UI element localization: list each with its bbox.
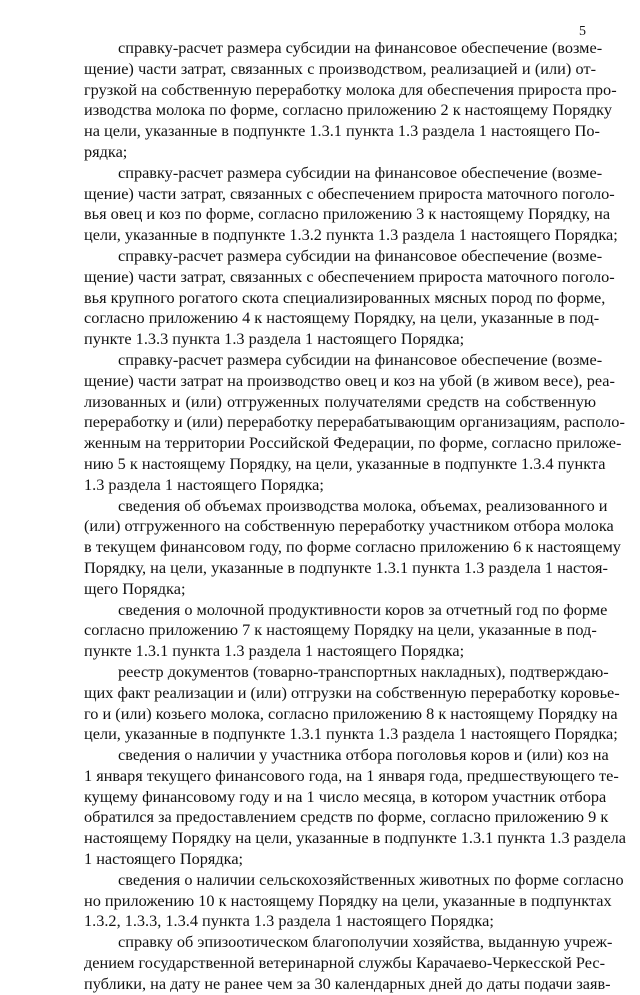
text-line: обратился за предоставлением средств по форме, согласно приложению 9 к (84, 807, 609, 827)
text-line: го и (или) козьего молока, согласно приложению 8 к настоящему Порядку на (84, 703, 618, 723)
paragraph (84, 661, 620, 745)
text-line: дением государственной ветеринарной службы Карачаево-Черкесской Рес- (84, 953, 606, 973)
paragraph (84, 38, 617, 163)
text-line: щих факт реализации и (или) отгрузки на собственную переработку коровье- (84, 682, 620, 702)
text-line: пункте 1.3.3 пункта 1.3 раздела 1 настоящего Порядка; (84, 329, 465, 349)
text-line: кущему финансовому году и на 1 число месяца, в котором участник отбора (84, 786, 607, 806)
text-line: щение) части затрат, связанных с производством, реализацией и (или) от- (84, 58, 596, 78)
text-line: цели, указанные в подпункте 1.3.1 пункта 1.3 раздела 1 настоящего Порядка; (84, 724, 618, 744)
text-line: справку-расчет размера субсидии на финансовое обеспечение (возме- (118, 245, 603, 265)
text-line: (или) отгруженного на собственную переработку участником отбора молока (84, 516, 614, 536)
text-line: публики, на дату не ранее чем за 30 календарных дней до даты подачи заяв- (84, 973, 611, 993)
text-line: вья крупного рогатого скота специализированных мясных пород по форме, (84, 287, 606, 307)
text-line: сведения о молочной продуктивности коров за отчетный год по форме (118, 599, 608, 619)
text-line: справку об эпизоотическом благополучии хозяйства, выданную учреж- (118, 932, 613, 952)
text-line: согласно приложению 4 к настоящему Порядку, на цели, указанные в под- (84, 308, 600, 328)
text-line: 1 настоящего Порядка; (84, 849, 244, 869)
paragraph (84, 349, 625, 496)
text-line: Порядку, на цели, указанные в подпункте 1.3.1 пункта 1.3 раздела 1 настоя- (84, 557, 608, 577)
paragraph (84, 599, 608, 662)
paragraph (84, 245, 615, 350)
text-line: переработку и (или) переработку перерабатывающим организациям, располо- (84, 412, 625, 432)
text-line: сведения о наличии сельскохозяйственных животных по форме согласно (118, 869, 624, 889)
text-line: в текущем финансовом году, по форме согласно приложению 6 к настоящему (84, 537, 621, 557)
text-line: согласно приложению 7 к настоящему Порядку на цели, указанные в под- (84, 620, 597, 640)
text-line: но приложению 10 к настоящему Порядку на цели, указанные в подпунктах (84, 890, 612, 910)
text-line: 1.3.2, 1.3.3, 1.3.4 пункта 1.3 раздела 1 настоящего Порядка; (84, 911, 494, 931)
text-line: настоящему Порядку на цели, указанные в подпункте 1.3.1 пункта 1.3 раздела (84, 828, 627, 848)
text-line: щение) части затрат, связанных с обеспечением прироста маточного поголо- (84, 266, 615, 286)
text-line: справку-расчет размера субсидии на финансовое обеспечение (возме- (118, 349, 603, 369)
text-line: лизованных и (или) отгруженных получателями средств на собственную (84, 391, 596, 411)
paragraph (84, 162, 618, 246)
text-line: пункте 1.3.1 пункта 1.3 раздела 1 настоящего Порядка; (84, 641, 465, 661)
text-line: женным на территории Российской Федерации, по форме, согласно приложе- (84, 433, 622, 453)
text-line: вья овец и коз по форме, согласно приложению 3 к настоящему Порядку, на (84, 204, 611, 224)
text-line: щение) части затрат на производство овец и коз на убой (в живом весе), реа- (84, 370, 615, 390)
text-line: нию 5 к настоящему Порядку, на цели, указанные в подпункте 1.3.4 пункта (84, 453, 606, 473)
page-number: 5 (579, 24, 586, 39)
text-line: щего Порядка; (84, 578, 186, 598)
text-line: изводства молока по форме, согласно приложению 2 к настоящему Порядку (84, 100, 612, 120)
text-line: справку-расчет размера субсидии на финансовое обеспечение (возме- (118, 38, 603, 57)
text-line: щение) части затрат, связанных с обеспечением прироста маточного поголо- (84, 183, 615, 203)
paragraph (84, 495, 621, 600)
text-line: цели, указанные в подпункте 1.3.2 пункта 1.3 раздела 1 настоящего Порядка; (84, 225, 618, 245)
text-line: на цели, указанные в подпункте 1.3.1 пункта 1.3 раздела 1 настоящего По- (84, 121, 600, 141)
text-line: сведения об объемах производства молока, объемах, реализованного и (118, 495, 608, 515)
text-line: сведения о наличии у участника отбора поголовья коров и (или) коз на (118, 745, 609, 765)
paragraph (84, 869, 624, 932)
text-line: реестр документов (товарно-транспортных накладных), подтверждаю- (118, 661, 609, 681)
paragraph (84, 745, 627, 870)
document-body (84, 38, 627, 995)
text-line: рядка; (84, 141, 128, 161)
text-line: грузкой на собственную переработку молока для обеспечения прироста про- (84, 79, 617, 99)
paragraph (84, 932, 613, 994)
text-line: 1 января текущего финансового года, на 1 января года, предшествующего те- (84, 765, 619, 785)
text-line: справку-расчет размера субсидии на финансовое обеспечение (возме- (118, 162, 603, 182)
text-line: 1.3 раздела 1 настоящего Порядка; (84, 474, 324, 494)
